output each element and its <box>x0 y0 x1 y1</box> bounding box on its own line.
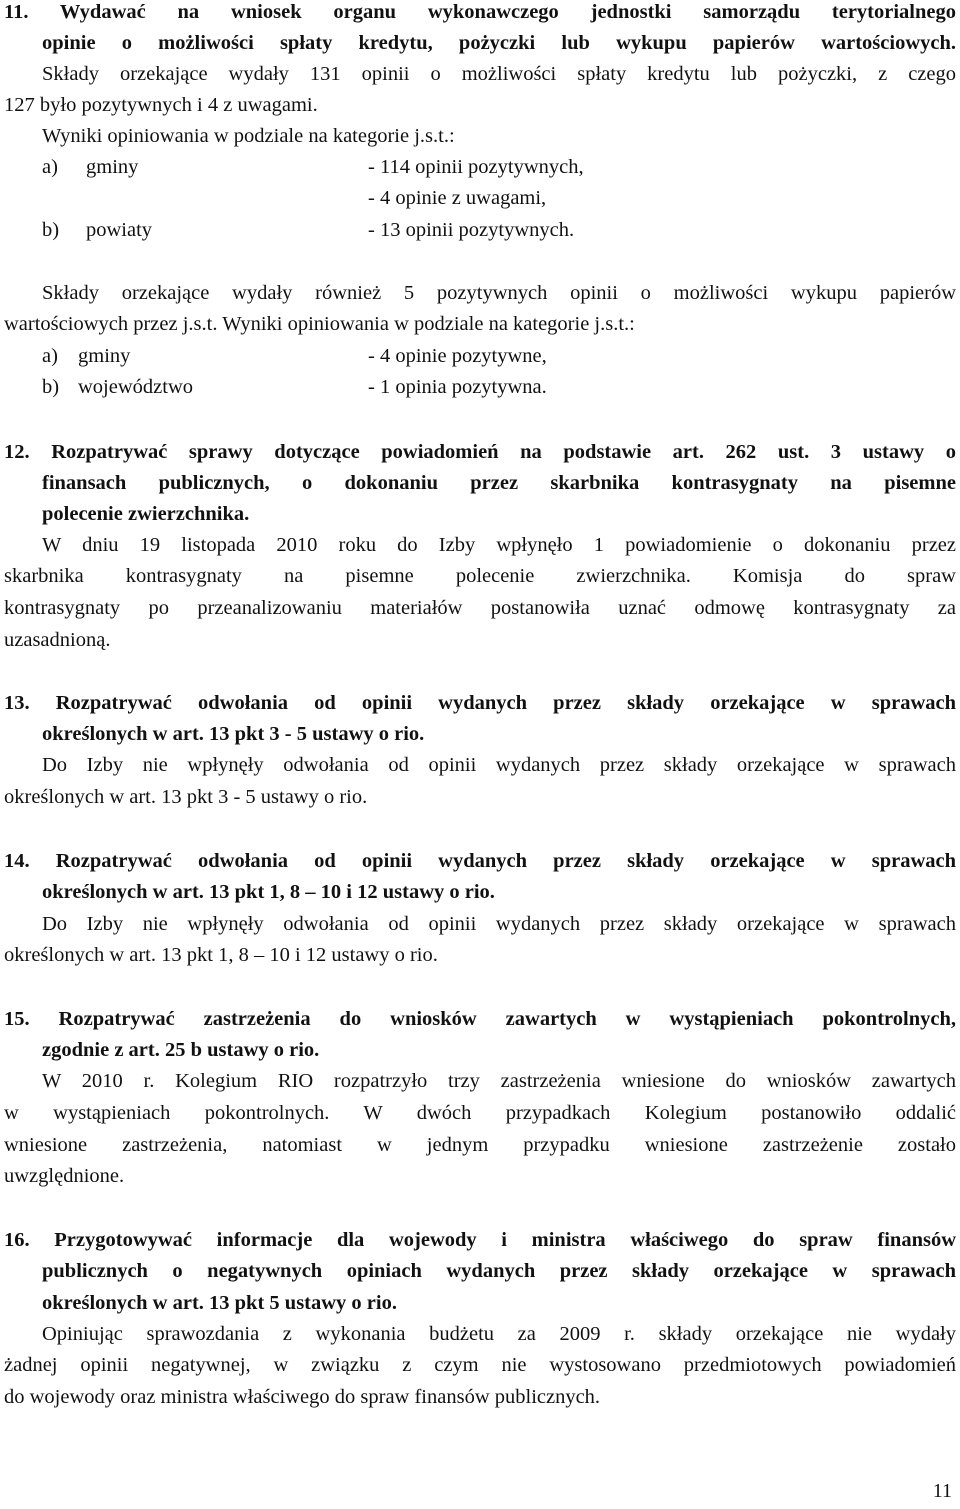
section-11-paragraph-line-3: Wyniki opiniowania w podziale na kategorie j.s.t.: <box>42 125 455 147</box>
list-item-value: - 4 opinie pozytywne, <box>368 345 547 367</box>
section-12-paragraph-line-2: skarbnika kontrasygnaty na pisemne polecenie zwierzchnika. Komisja do spraw <box>4 565 956 587</box>
section-13-paragraph-line-1: Do Izby nie wpłynęły odwołania od opinii wydanych przez składy orzekające w sprawach <box>42 754 956 776</box>
list-item-name: gminy <box>86 156 139 178</box>
list-item-value: - 114 opinii pozytywnych, <box>368 156 584 178</box>
section-12-paragraph-line-1: W dniu 19 listopada 2010 roku do Izby wpłynęło 1 powiadomienie o dokonaniu przez <box>42 534 956 556</box>
list-item-name: województwo <box>78 376 194 398</box>
section-12-paragraph-line-4: uzasadnioną. <box>4 629 111 651</box>
section-13-paragraph-line-2: określonych w art. 13 pkt 3 - 5 ustawy o rio. <box>4 786 368 808</box>
section-14-paragraph-line-1: Do Izby nie wpłynęły odwołania od opinii wydanych przez składy orzekające w sprawach <box>42 913 956 935</box>
section-11-paragraph-line-1: Składy orzekające wydały 131 opinii o możliwości spłaty kredytu lub pożyczki, z czego <box>42 63 956 85</box>
section-16-heading-line-2: publicznych o negatywnych opiniach wydanych przez składy orzekające w sprawach <box>42 1260 956 1282</box>
section-13-heading-line-2: określonych w art. 13 pkt 3 - 5 ustawy o rio. <box>42 723 425 745</box>
section-15-paragraph-line-3: wniesione zastrzeżenia, natomiast w jednym przypadku wniesione zastrzeżenie zostało <box>4 1134 956 1156</box>
section-15-heading-line-1: 15. Rozpatrywać zastrzeżenia do wniosków zawartych w wystąpieniach pokontrolnych, <box>4 1008 956 1030</box>
section-13-heading-line-1: 13. Rozpatrywać odwołania od opinii wydanych przez składy orzekające w sprawach <box>4 692 956 714</box>
section-15-paragraph-line-2: w wystąpieniach pokontrolnych. W dwóch przypadkach Kolegium postanowiło oddalić <box>4 1102 956 1124</box>
section-16-heading-line-3: określonych w art. 13 pkt 5 ustawy o rio. <box>42 1292 397 1314</box>
section-12-heading-line-1: 12. Rozpatrywać sprawy dotyczące powiadomień na podstawie art. 262 ust. 3 ustawy o <box>4 441 956 463</box>
section-12-paragraph-line-3: kontrasygnaty po przeanalizowaniu materiałów postanowiła uznać odmowę kontrasygnaty za <box>4 597 956 619</box>
list-item-value: - 13 opinii pozytywnych. <box>368 219 575 241</box>
section-14-heading-line-2: określonych w art. 13 pkt 1, 8 – 10 i 12 ustawy o rio. <box>42 881 495 903</box>
list-item-value: - 4 opinie z uwagami, <box>368 187 547 209</box>
section-16-paragraph-line-3: do wojewody oraz ministra właściwego do spraw finansów publicznych. <box>4 1386 601 1408</box>
section-11-paragraph-line-2: 127 było pozytywnych i 4 z uwagami. <box>4 94 318 116</box>
section-16-paragraph-line-2: żadnej opinii negatywnej, w związku z czym nie wystosowano przedmiotowych powiadomień <box>4 1354 956 1376</box>
section-11-heading-line-2: opinie o możliwości spłaty kredytu, pożyczki lub wykupu papierów wartościowych. <box>42 32 956 54</box>
list-item-value: - 1 opinia pozytywna. <box>368 376 547 398</box>
section-16-heading-line-1: 16. Przygotowywać informacje dla wojewody i ministra właściwego do spraw finansów <box>4 1229 956 1251</box>
section-11-paragraph-2-line-1: Składy orzekające wydały również 5 pozytywnych opinii o możliwości wykupu papierów <box>42 282 956 304</box>
list-item-label: a) <box>42 345 58 367</box>
page-number: 11 <box>932 1480 952 1502</box>
section-11-heading-line-1: 11. Wydawać na wniosek organu wykonawczego jednostki samorządu terytorialnego <box>4 1 956 23</box>
section-15-paragraph-line-4: uwzględnione. <box>4 1165 125 1187</box>
section-12-heading-line-3: polecenie zwierzchnika. <box>42 503 250 525</box>
list-item-label: a) <box>42 156 58 178</box>
section-15-paragraph-line-1: W 2010 r. Kolegium RIO rozpatrzyło trzy zastrzeżenia wniesione do wniosków zawartych <box>42 1070 956 1092</box>
section-12-heading-line-2: finansach publicznych, o dokonaniu przez skarbnika kontrasygnaty na pisemne <box>42 472 956 494</box>
section-15-heading-line-2: zgodnie z art. 25 b ustawy o rio. <box>42 1039 320 1061</box>
section-14-paragraph-line-2: określonych w art. 13 pkt 1, 8 – 10 i 12 ustawy o rio. <box>4 944 438 966</box>
list-item-name: gminy <box>78 345 131 367</box>
list-item-label: b) <box>42 219 60 241</box>
list-item-label: b) <box>42 376 60 398</box>
section-11-paragraph-2-line-2: wartościowych przez j.s.t. Wyniki opiniowania w podziale na kategorie j.s.t.: <box>4 313 635 335</box>
section-14-heading-line-1: 14. Rozpatrywać odwołania od opinii wydanych przez składy orzekające w sprawach <box>4 850 956 872</box>
list-item-name: powiaty <box>86 219 153 241</box>
section-16-paragraph-line-1: Opiniując sprawozdania z wykonania budżetu za 2009 r. składy orzekające nie wydały <box>42 1323 956 1345</box>
